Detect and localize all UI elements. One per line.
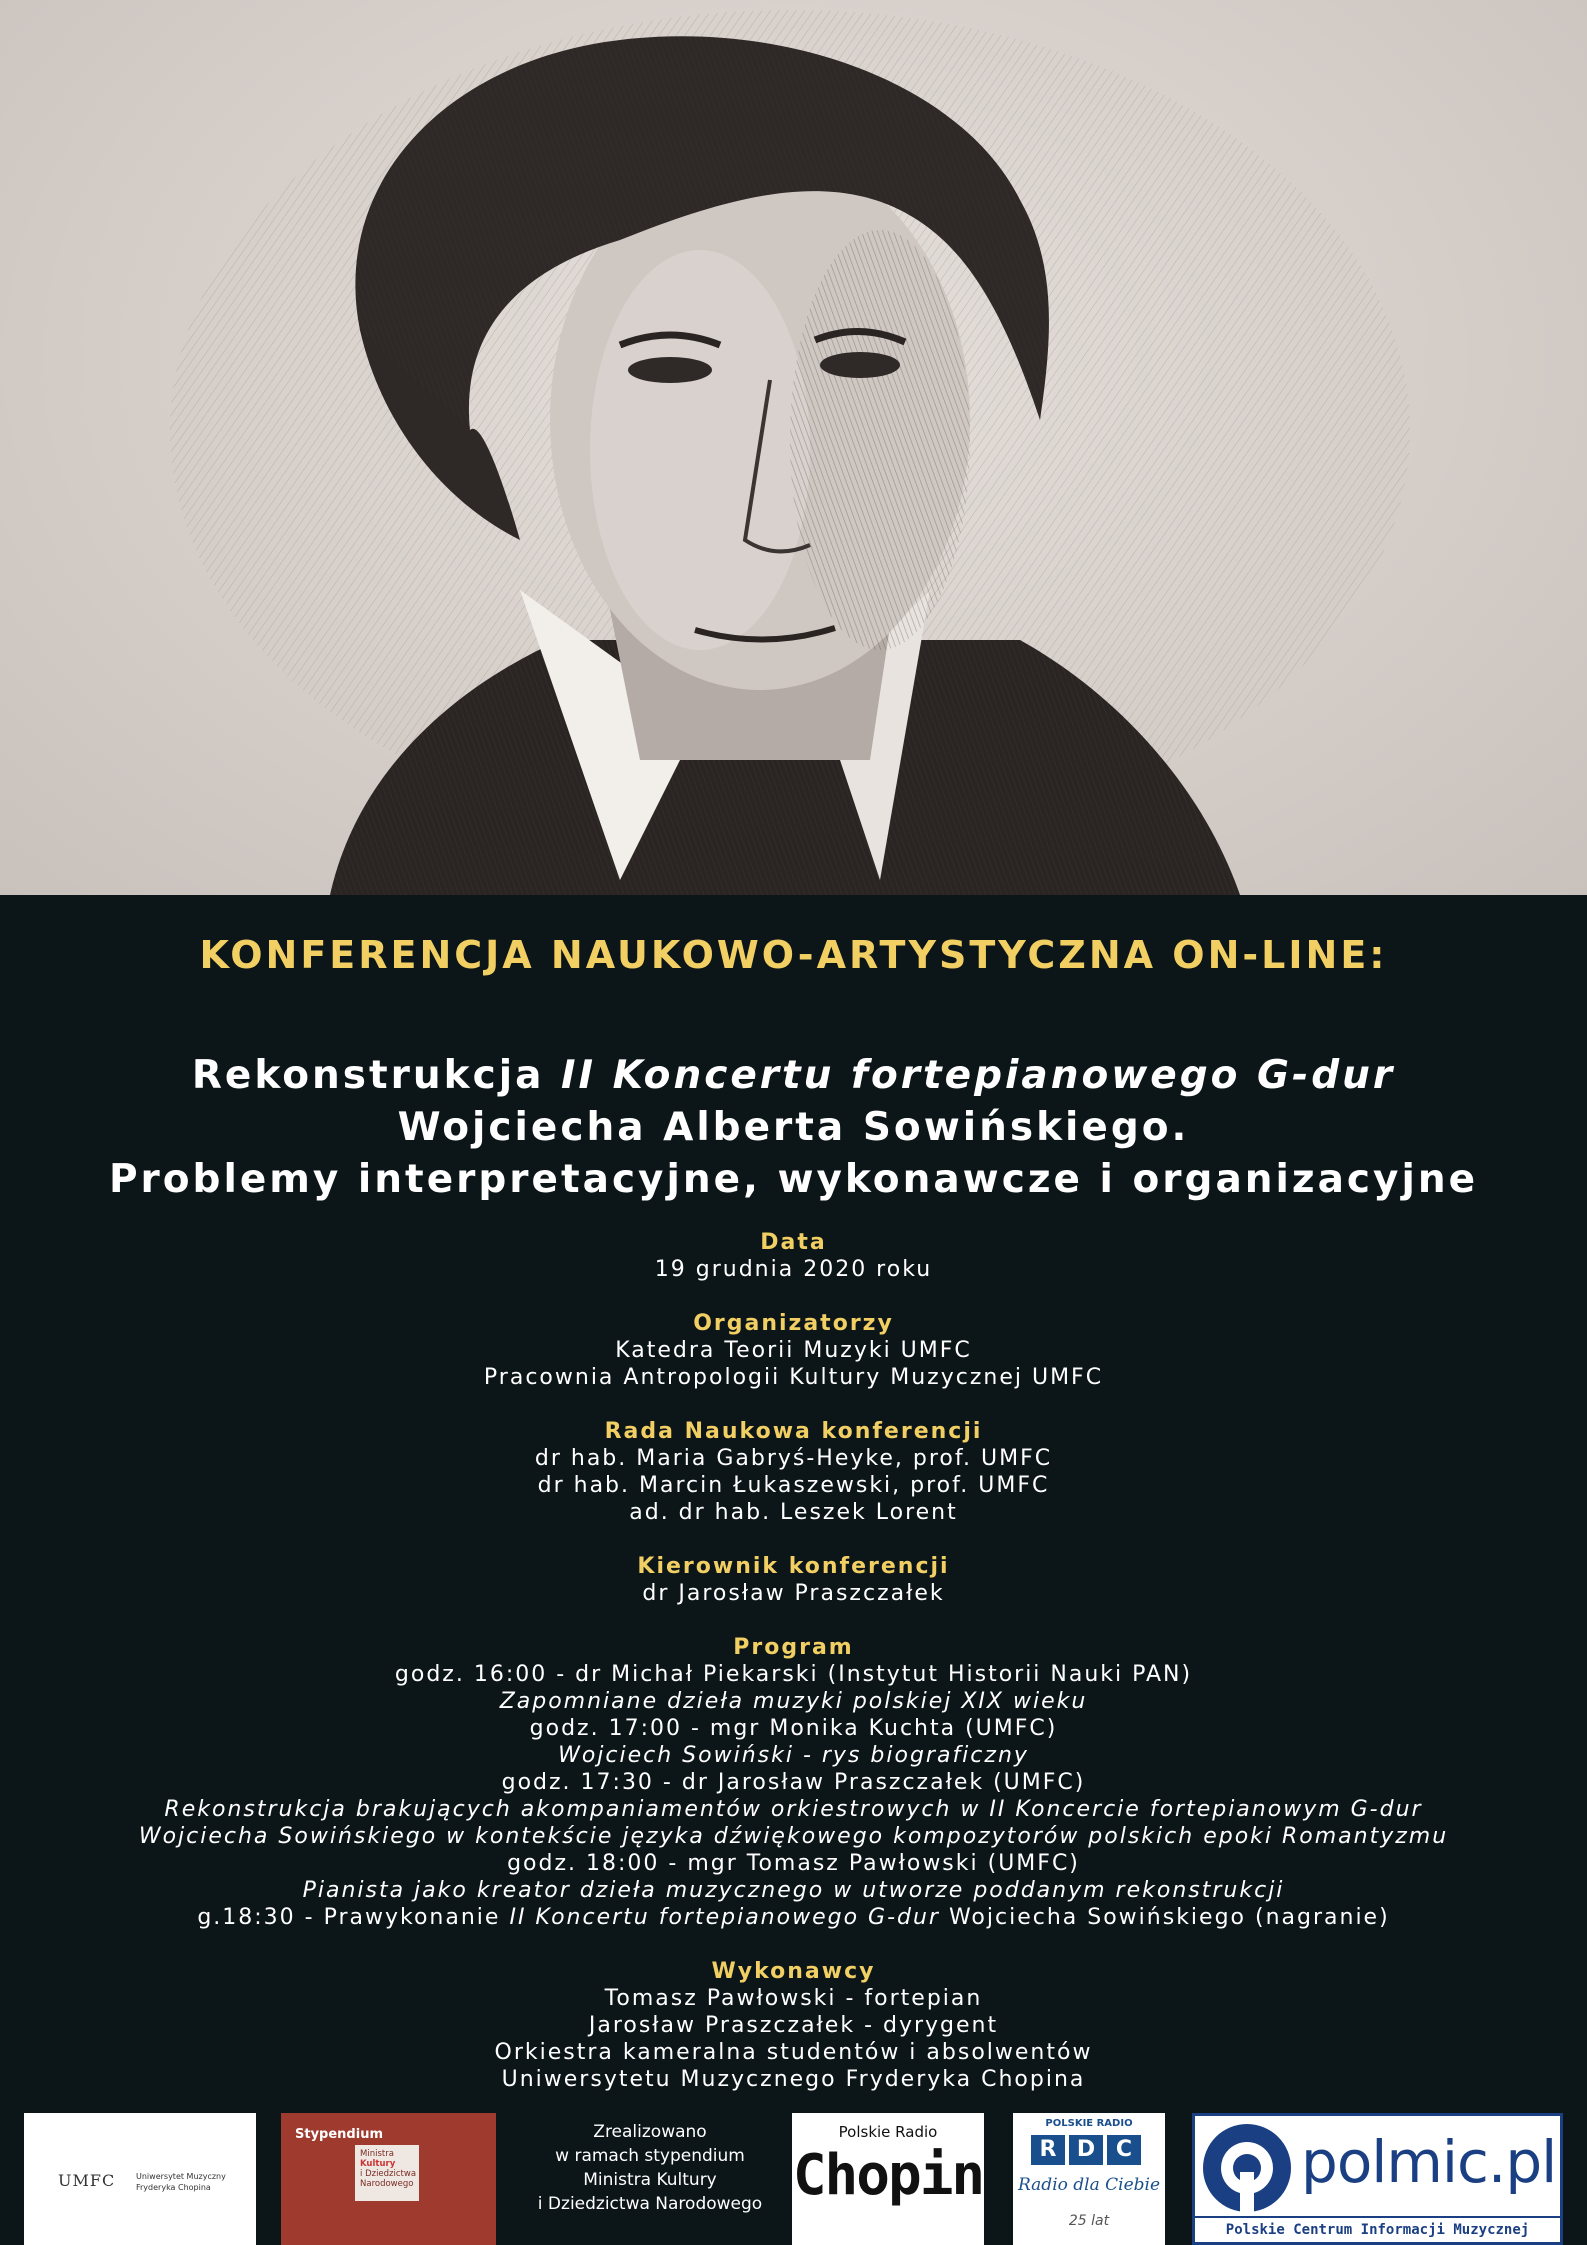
rdc-logo-top: POLSKIE RADIO: [1045, 2118, 1133, 2129]
sponsor-logos: [0, 2110, 1587, 2245]
ministry-badge: [355, 2145, 419, 2201]
portrait-image: [0, 0, 1587, 895]
title-line-2: Wojciecha Alberta Sowińskiego.: [397, 1105, 1190, 1150]
rdc-tagline: Radio dla Ciebie: [1017, 2175, 1161, 2195]
program-talk-title: Wojciecha Sowińskiego w kontekście języka dźwiękowego kompozytorów polskich epoki Romantyzmu: [138, 1824, 1449, 1849]
section-heading: Rada Naukowa konferencji: [604, 1419, 983, 1444]
conference-title: [0, 1050, 1587, 1206]
rdc-letter: C: [1107, 2135, 1141, 2165]
realized-line: Zrealizowano: [593, 2122, 707, 2142]
section-heading: Kierownik konferencji: [637, 1554, 950, 1579]
title-line-1-italic: II Koncertu fortepianowego G-dur: [560, 1053, 1396, 1098]
ministry-line: Kultury: [360, 2159, 396, 2169]
council-member: dr hab. Maria Gabryś-Heyke, prof. UMFC: [534, 1446, 1053, 1471]
organizer-item: Katedra Teorii Muzyki UMFC: [615, 1338, 972, 1363]
section-date: [0, 1229, 1587, 1283]
program-line: godz. 18:00 - mgr Tomasz Pawłowski (UMFC): [507, 1851, 1080, 1876]
umfc-name-line: Uniwersytet Muzyczny: [136, 2172, 226, 2181]
stypendium-label: Stypendium: [295, 2127, 383, 2142]
realized-note: [520, 2120, 780, 2216]
organizer-item: Pracownia Antropologii Kultury Muzycznej UMFC: [483, 1365, 1104, 1390]
polmic-band: Polskie Centrum Informacji Muzycznej: [1195, 2216, 1560, 2242]
radio-rdc-logo: [1013, 2113, 1165, 2245]
polskie-radio-chopin-logo: [792, 2113, 984, 2245]
polmic-logo: [1192, 2113, 1563, 2245]
details-sections: [0, 1229, 1587, 2120]
council-member: ad. dr hab. Leszek Lorent: [629, 1500, 958, 1525]
rdc-years: 25 lat: [1068, 2213, 1110, 2229]
section-heading: Data: [760, 1230, 827, 1255]
conference-info: [0, 895, 1587, 2110]
program-line: godz. 16:00 - dr Michał Piekarski (Instytut Historii Nauki PAN): [394, 1662, 1193, 1687]
program-line: [0, 1904, 1587, 1931]
chopin-logo-word: Chopin: [792, 2143, 984, 2208]
performer-item: Jarosław Praszczałek - dyrygent: [588, 2013, 999, 2038]
umfc-mark: UMFC: [58, 2171, 116, 2190]
umfc-name-line: Fryderyka Chopina: [136, 2183, 211, 2192]
section-director: [0, 1553, 1587, 1607]
section-heading: Program: [733, 1635, 854, 1660]
ministry-line: i Dziedzictwa: [360, 2169, 417, 2179]
chopin-logo-top: Polskie Radio: [838, 2123, 938, 2141]
title-line-3: Problemy interpretacyjne, wykonawcze i organizacyjne: [108, 1157, 1479, 1202]
program-talk-title: Pianista jako kreator dzieła muzycznego w utworze poddanym rekonstrukcji: [302, 1878, 1285, 1903]
rdc-letter: D: [1069, 2135, 1103, 2165]
conference-headline: KONFERENCJA NAUKOWO-ARTYSTYCZNA ON-LINE:: [199, 933, 1388, 977]
director-name: dr Jarosław Praszczałek: [642, 1581, 945, 1606]
program-talk-title: Zapomniane dzieła muzyki polskiej XIX wieku: [499, 1689, 1088, 1714]
program-line: godz. 17:00 - mgr Monika Kuchta (UMFC): [529, 1716, 1058, 1741]
ministry-text: [360, 2149, 416, 2189]
title-line-1-prefix: Rekonstrukcja: [191, 1053, 561, 1098]
realized-line: w ramach stypendium: [555, 2146, 745, 2166]
ministry-line: Narodowego: [360, 2179, 414, 2189]
program-talk-title: Wojciech Sowiński - rys biograficzny: [558, 1743, 1029, 1768]
ministry-line: Ministra: [360, 2149, 394, 2159]
stypendium-logo: [281, 2113, 496, 2245]
date-value: 19 grudnia 2020 roku: [654, 1257, 933, 1282]
program-line-suffix: Wojciecha Sowińskiego (nagranie): [939, 1905, 1390, 1930]
section-council: [0, 1418, 1587, 1526]
section-program: [0, 1634, 1587, 1931]
program-line-italic: II Koncertu fortepianowego G-dur: [509, 1905, 940, 1930]
program-talk-title: Rekonstrukcja brakujących akompaniamentów orkiestrowych w II Koncercie fortepianowym G-dur: [164, 1797, 1423, 1822]
rdc-letter: R: [1031, 2135, 1065, 2165]
section-performers: [0, 1958, 1587, 2093]
section-heading: Organizatorzy: [693, 1311, 894, 1336]
section-heading: Wykonawcy: [711, 1959, 876, 1984]
program-line-prefix: g.18:30 - Prawykonanie: [197, 1905, 510, 1930]
section-organizers: [0, 1310, 1587, 1391]
program-line: godz. 17:30 - dr Jarosław Praszczałek (UMFC): [501, 1770, 1086, 1795]
polmic-wordmark: polmic.pl: [1301, 2128, 1557, 2196]
polmic-mark-icon: [1203, 2124, 1291, 2212]
umfc-name: [136, 2171, 226, 2193]
rdc-letters: [1031, 2135, 1145, 2165]
umfc-logo: [24, 2113, 256, 2245]
performer-item: Uniwersytetu Muzycznego Fryderyka Chopina: [501, 2067, 1086, 2092]
council-member: dr hab. Marcin Łukaszewski, prof. UMFC: [537, 1473, 1050, 1498]
performer-item: Tomasz Pawłowski - fortepian: [604, 1986, 983, 2011]
performer-item: Orkiestra kameralna studentów i absolwentów: [494, 2040, 1093, 2065]
realized-line: i Dziedzictwa Narodowego: [537, 2194, 763, 2214]
realized-line: Ministra Kultury: [583, 2170, 717, 2190]
